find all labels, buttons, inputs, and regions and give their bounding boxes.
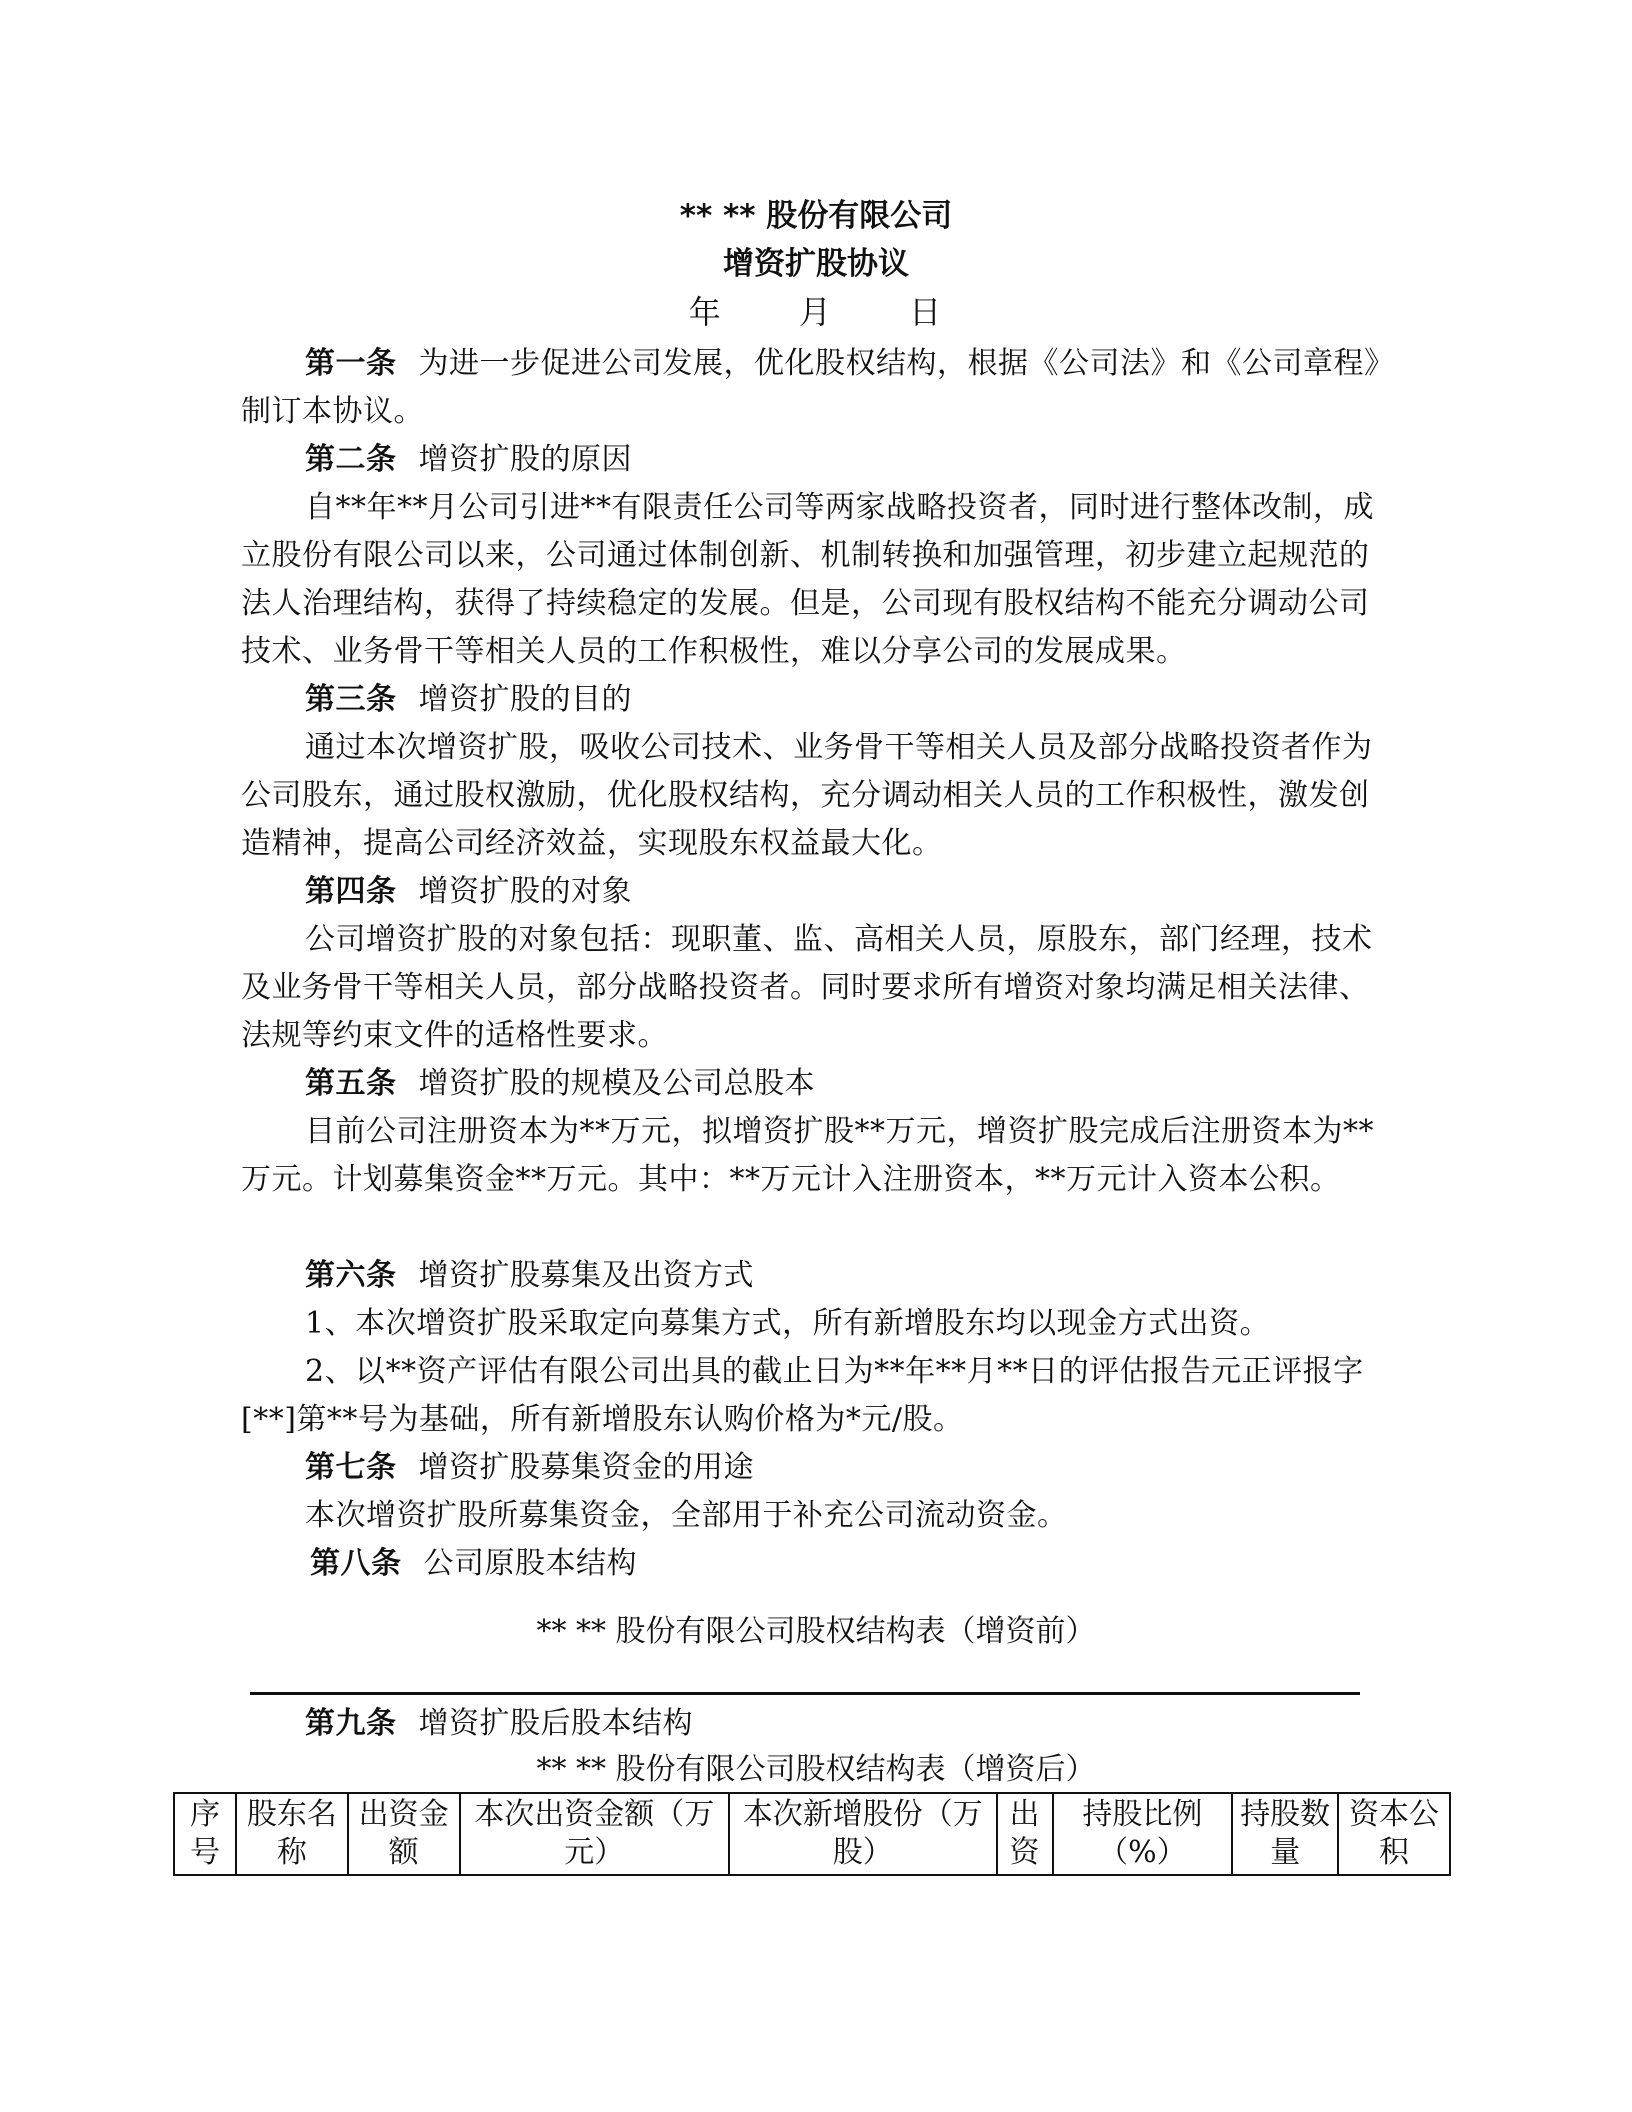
- article-3-body: [241, 724, 1381, 868]
- shareholding-table-after: [173, 1792, 1451, 1876]
- paragraph-text: 目前公司注册资本为**万元，拟增资扩股**万元，增资扩股完成后注册资本为**万元。计划募集资金**万元。其中：**万元计入注册资本，**万元计入资本公积。: [241, 1114, 1374, 1197]
- article-number: 第六条: [305, 1258, 397, 1293]
- article-2-heading: [241, 436, 1381, 484]
- article-number: 第三条: [305, 682, 397, 717]
- article-2-body: [241, 484, 1381, 676]
- table-header-cell: 本次新增股份（万股）: [729, 1793, 997, 1875]
- table-header-cell: 股东名称: [236, 1793, 348, 1875]
- paragraph-text: 公司增资扩股的对象包括：现职董、监、高相关人员，原股东，部门经理，技术及业务骨干等相关人员，部分战略投资者。同时要求所有增资对象均满足相关法律、法规等约束文件的适格性要求。: [241, 922, 1373, 1053]
- article-6-item-2: [241, 1348, 1381, 1444]
- article-text: 为进一步促进公司发展，优化股权结构，根据《公司法》和《公司章程》制订本协议。: [241, 346, 1380, 429]
- document-date: [0, 292, 1632, 332]
- date-year: 年: [688, 293, 723, 331]
- article-number: 第七条: [305, 1450, 397, 1485]
- table-before-caption: ** ** 股份有限公司股权结构表（增资前）: [536, 1614, 1096, 1649]
- date-month: 月: [798, 293, 833, 331]
- article-7-heading: [241, 1444, 1381, 1492]
- article-title: 增资扩股的规模及公司总股本: [418, 1066, 815, 1101]
- table-header-cell: 持股数量: [1232, 1793, 1338, 1875]
- article-number: 第九条: [305, 1706, 397, 1741]
- article-title: 增资扩股的目的: [418, 682, 632, 717]
- paragraph-text: 1、本次增资扩股采取定向募集方式，所有新增股东均以现金方式出资。: [305, 1306, 1271, 1341]
- article-title: 增资扩股募集及出资方式: [418, 1258, 754, 1293]
- article-number: 第八条: [310, 1546, 402, 1581]
- table-after-caption: ** ** 股份有限公司股权结构表（增资后）: [536, 1752, 1096, 1787]
- article-number: 第五条: [305, 1066, 397, 1101]
- document-title: 增资扩股协议: [723, 246, 909, 282]
- article-6-item-1: [241, 1300, 1381, 1348]
- article-9-heading: [241, 1700, 1381, 1748]
- table-header-row: [174, 1793, 1450, 1875]
- table-header-cell: 本次出资金额（万元）: [460, 1793, 729, 1875]
- article-3-heading: [241, 676, 1381, 724]
- table-header-cell: 持股比例（%）: [1053, 1793, 1233, 1875]
- article-5-body: [241, 1108, 1381, 1204]
- article-1: [241, 340, 1381, 436]
- article-number: 第二条: [305, 442, 397, 477]
- article-number: 第四条: [305, 874, 397, 909]
- article-8-heading: [246, 1540, 1386, 1588]
- paragraph-text: 自**年**月公司引进**有限责任公司等两家战略投资者，同时进行整体改制，成立股份有限公司以来，公司通过体制创新、机制转换和加强管理，初步建立起规范的法人治理结构，获得了持续稳定的发展。但是，公司现有股权结构不能充分调动公司技术、业务骨干等相关人员的工作积极性，难以分享公司的发展成果。: [241, 490, 1374, 669]
- article-title: 增资扩股募集资金的用途: [418, 1450, 754, 1485]
- article-title: 增资扩股的对象: [418, 874, 632, 909]
- paragraph-text: 通过本次增资扩股，吸收公司技术、业务骨干等相关人员及部分战略投资者作为公司股东，通过股权激励，优化股权结构，充分调动相关人员的工作积极性，激发创造精神，提高公司经济效益，实现股东权益最大化。: [241, 730, 1373, 861]
- table-before-rule: [250, 1692, 1360, 1695]
- table-header-cell: 资本公积: [1338, 1793, 1450, 1875]
- table-header-cell: 出资金额: [348, 1793, 460, 1875]
- article-title: 增资扩股后股本结构: [418, 1706, 693, 1741]
- article-7-body: [241, 1492, 1381, 1540]
- article-5-heading: [241, 1060, 1381, 1108]
- date-day: 日: [909, 293, 944, 331]
- article-4-body: [241, 916, 1381, 1060]
- table-header-cell: 出资: [997, 1793, 1053, 1875]
- table-header-cell: 序号: [174, 1793, 236, 1875]
- article-title: 增资扩股的原因: [418, 442, 632, 477]
- article-4-heading: [241, 868, 1381, 916]
- paragraph-text: 本次增资扩股所募集资金，全部用于补充公司流动资金。: [305, 1498, 1068, 1533]
- paragraph-text: 2、以**资产评估有限公司出具的截止日为**年**月**日的评估报告元正评报字[**]第**号为基础，所有新增股东认购价格为*元/股。: [241, 1354, 1364, 1437]
- article-6-heading: [241, 1252, 1381, 1300]
- company-name: ** ** 股份有限公司: [679, 198, 953, 234]
- article-number: 第一条: [305, 346, 397, 381]
- article-title: 公司原股本结构: [423, 1546, 637, 1581]
